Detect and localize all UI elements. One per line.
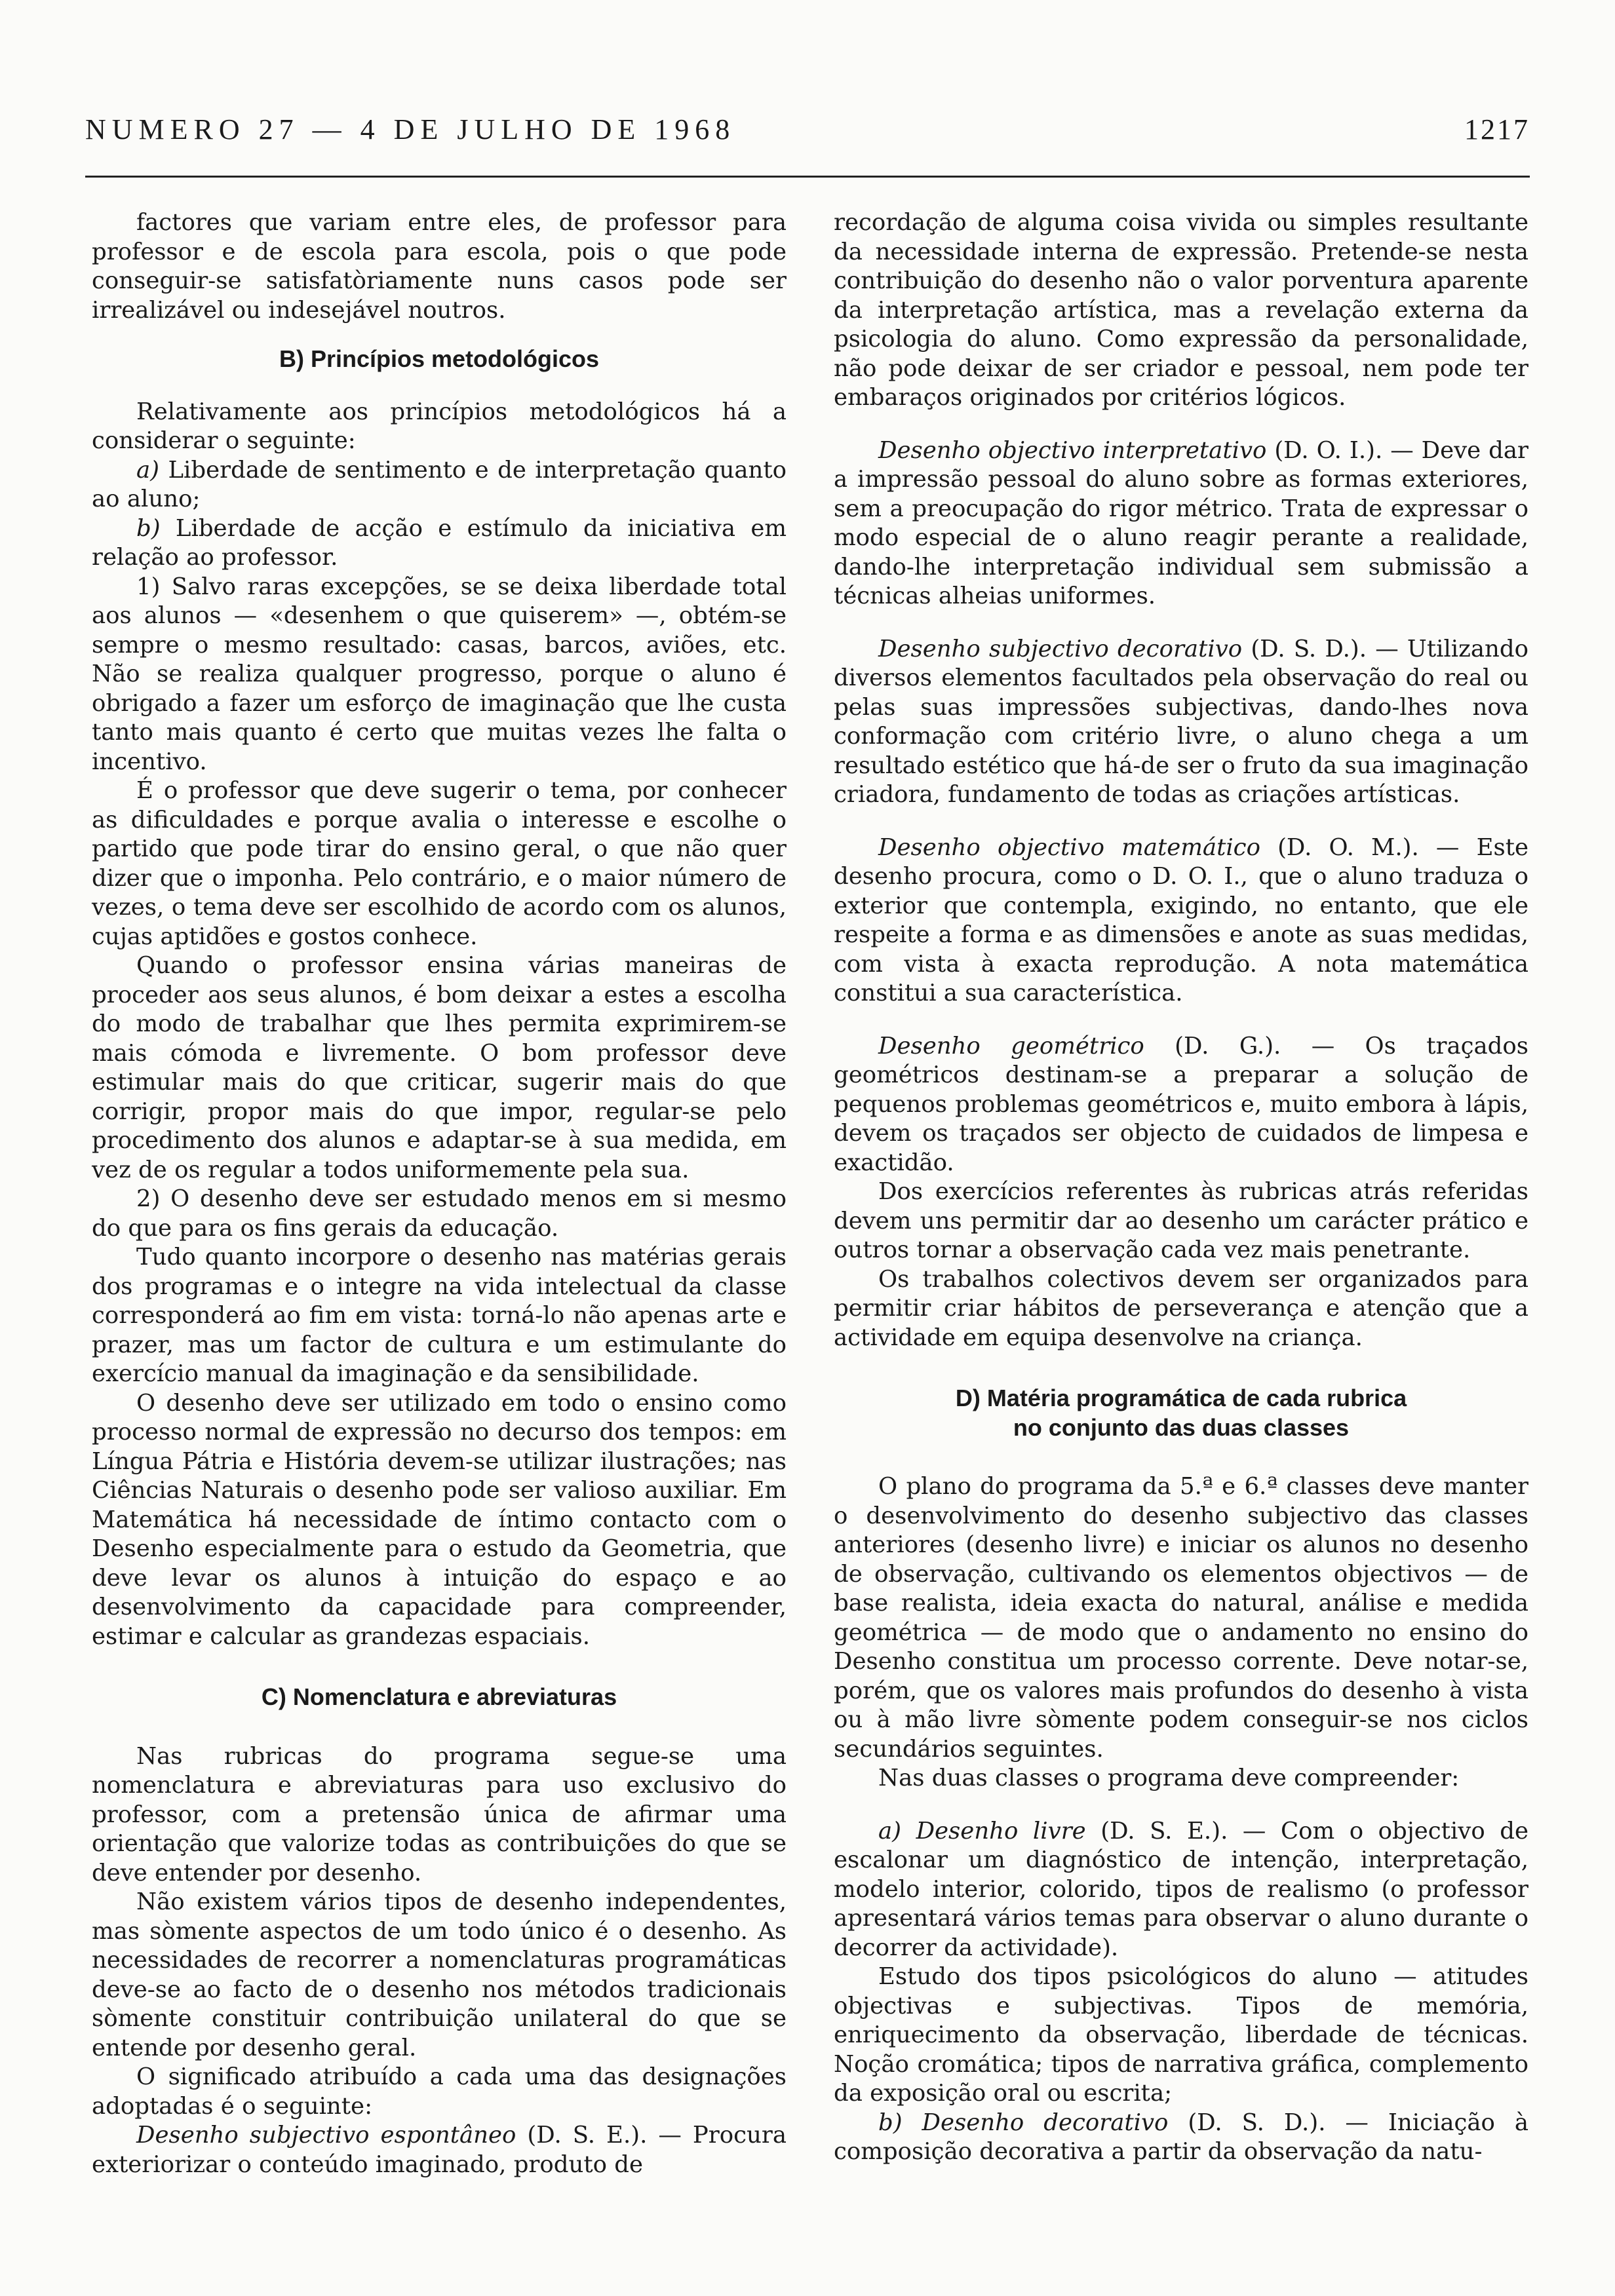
paragraph: O plano do programa da 5.ª e 6.ª classes deve manter o desenvolvimento do desenho subjectivo das classes anteriores (desenho livre) e iniciar os alunos no desenho de observação, cultivando os elementos objectivos — de base realista, ideia exacta do natural, análise e medida geométrica — de modo que o andamento no ensino do Desenho constitua um processo corrente. Deve notar-se, porém, que os valores mais profundos do desenho à vista ou à mão livre sòmente podem conseguir-se nos ciclos secundários seguintes. (834, 1473, 1528, 1763)
section-heading-c: C) Nomenclatura e abreviaturas (261, 1683, 617, 1710)
term-label: b) Desenho decorativo (878, 2109, 1169, 2136)
paragraph: Não existem vários tipos de desenho independentes, mas sòmente aspectos de um todo único é o desenho. As necessidades de recorrer a nomenclaturas programáticas deve-se ao facto de o desenho nos métodos tradicionais sòmente constituir contribuição unilateral do que se entende por desenho geral. (92, 1888, 787, 2061)
term-text: (D. O. I.). — Deve dar a impressão pessoal do aluno sobre as formas exteriores, sem a preocupação do rigor métrico. Trata de expressar o modo especial de o aluno reagir perante a realidade, dando-lhe interpretação individual sem submissão a técnicas alheias uniformes. (834, 436, 1528, 609)
page-number: 1217 (1464, 113, 1530, 145)
term-label: Desenho subjectivo espontâneo (136, 2122, 516, 2149)
definition-item (834, 635, 1528, 810)
term-label: Desenho geométrico (878, 1032, 1144, 1060)
paragraph: Nas duas classes o programa deve compreender: (878, 1765, 1460, 1791)
term-text: (D. O. M.). — Este desenho procura, como o D. O. I., que o aluno traduza o exterior que contempla, exigindo, no entanto, que ele respeite a forma e as dimensões e anote as suas medidas, com vista à exacta reprodução. A nota matemática constitui a sua característica. (834, 833, 1528, 1006)
item-label: a) (136, 456, 160, 484)
paragraph: Dos exercícios referentes às rubricas atrás referidas devem uns permitir dar ao desenho um carácter prático e outros tornar a observação cada vez mais penetrante. (834, 1178, 1528, 1263)
list-item-b (92, 514, 787, 573)
paragraph: 2) O desenho deve ser estudado menos em si mesmo do que para os fins gerais da educação. (92, 1185, 787, 1242)
list-item-a (92, 456, 787, 514)
term-label: Desenho subjectivo decorativo (878, 635, 1243, 662)
header-title: NUMERO 27 — 4 DE JULHO DE 1968 (85, 113, 736, 145)
paragraph: factores que variam entre eles, de professor para professor e de escola para escola, pois o que pode conseguir-se satisfatòriamente nuns casos pode ser irrealizável ou indesejável noutros. (92, 209, 787, 324)
definition-item (834, 1817, 1528, 1963)
paragraph: O desenho deve ser utilizado em todo o ensino como processo normal de expressão no decurso dos tempos: em Língua Pátria e História devem-se utilizar ilustrações; nas Ciências Naturais o desenho pode ser valioso auxiliar. Em Matemática há necessidade de íntimo contacto com o Desenho especialmente para o estudo da Geometria, que deve levar os alunos à intuição do espaço e ao desenvolvimento da capacidade para compreender, estimar e calcular as grandezas espaciais. (92, 1389, 787, 1650)
paragraph: Nas rubricas do programa segue-se uma nomenclatura e abreviaturas para uso exclusivo do professor, com a pretensão única de afirmar uma orientação que valorize todas as contribuições do que se deve entender por desenho. (92, 1742, 787, 1886)
left-column (92, 208, 787, 2179)
item-text: Liberdade de sentimento e de interpretação quanto ao aluno; (92, 456, 787, 512)
term-text: (D. S. D.). — Iniciação à composição decorativa a partir da observação da natu- (834, 2109, 1528, 2165)
paragraph: O significado atribuído a cada uma das designações adoptadas é o seguinte: (92, 2063, 787, 2120)
definition-item (834, 1032, 1528, 1178)
term-label: a) Desenho livre (878, 1817, 1086, 1845)
definition-item (834, 2109, 1528, 2167)
page-header (85, 113, 1530, 152)
section-heading-line: no conjunto das duas classes (1013, 1413, 1350, 1441)
paragraph: Tudo quanto incorpore o desenho nas matérias gerais dos programas e o integre na vida intelectual da classe corresponderá ao fim em vista: torná-lo não apenas arte e prazer, mas um factor de cultura e um estimulante do exercício manual da imaginação e da sensibilidade. (92, 1244, 787, 1387)
definition-item (92, 2121, 787, 2179)
section-heading-line: D) Matéria programática de cada rubrica (955, 1385, 1407, 1411)
paragraph: Relativamente aos princípios metodológicos há a considerar o seguinte: (92, 398, 787, 454)
term-text: (D. S. E.). — Procura exteriorizar o conteúdo imaginado, produto de (92, 2122, 787, 2178)
term-label: Desenho objectivo matemático (878, 833, 1260, 861)
term-label: Desenho objectivo interpretativo (878, 436, 1267, 464)
item-label: b) (136, 514, 161, 542)
definition-item (834, 436, 1528, 611)
right-column (834, 208, 1528, 2167)
paragraph: Os trabalhos colectivos devem ser organizados para permitir criar hábitos de perseverança e atenção que a actividade em equipa desenvolve na criança. (834, 1265, 1528, 1351)
term-text: (D. S. E.). — Com o objectivo de escalonar um diagnóstico de intenção, interpretação, modelo interior, colorido, tipos de realismo (o professor apresentará vários temas para observar o aluno durante o decorrer da actividade). (834, 1817, 1528, 1961)
paragraph: recordação de alguma coisa vivida ou simples resultante da necessidade interna de expressão. Pretende-se nesta contribuição do desenho não o valor porventura aparente da interpretação artística, mas a revelação externa da psicologia do aluno. Como expressão da personalidade, não pode deixar de ser criador e pessoal, nem pode ter embaraços originados por critérios lógicos. (834, 209, 1528, 411)
term-text: (D. G.). — Os traçados geométricos destinam-se a preparar a solução de pequenos problemas geométricos e, muito embora à lápis, devem os traçados ser objecto de cuidados de limpesa e exactidão. (834, 1032, 1528, 1176)
header-rule (85, 176, 1530, 178)
paragraph: É o professor que deve sugerir o tema, por conhecer as dificuldades e porque avalia o interesse e escolhe o partido que pode tirar do ensino geral, o que não quer dizer que o imponha. Pelo contrário, e o maior número de vezes, o tema deve ser escolhido de acordo com os alunos, cujas aptidões e gostos conhece. (92, 777, 787, 950)
term-text: (D. S. D.). — Utilizando diversos elementos facultados pela observação do real ou pelas suas impressões subjectivas, dando-lhes nova conformação com critério livre, o aluno chega a um resultado estético que há-de ser o fruto da sua imaginação criadora, fundamento de todas as criações artísticas. (834, 635, 1528, 808)
section-heading-d (834, 1384, 1528, 1442)
section-heading-b: B) Princípios metodológicos (279, 345, 600, 372)
definition-item (834, 833, 1528, 1008)
item-text: Liberdade de acção e estímulo da iniciativa em relação ao professor. (92, 514, 787, 571)
paragraph: Estudo dos tipos psicológicos do aluno — atitudes objectivas e subjectivas. Tipos de memória, enriquecimento da observação, liberdade de técnicas. Noção cromática; tipos de narrativa gráfica, complemento da exposição oral ou escrita; (834, 1963, 1528, 2107)
paragraph: 1) Salvo raras excepções, se se deixa liberdade total aos alunos — «desenhem o que quiserem» —, obtém-se sempre o mesmo resultado: casas, barcos, aviões, etc. Não se realiza qualquer progresso, porque o aluno é obrigado a fazer um esforço de imaginação que lhe custa tanto mais quanto é certo que muitas vezes lhe falta o incentivo. (92, 573, 787, 775)
paragraph: Quando o professor ensina várias maneiras de proceder aos seus alunos, é bom deixar a estes a escolha do modo de trabalhar que lhes permita exprimirem-se mais cómoda e livremente. O bom professor deve estimular mais do que criticar, sugerir mais do que corrigir, propor mais do que impor, regular-se pelo procedimento dos alunos e adaptar-se à sua medida, em vez de os regular a todos uniformemente pela sua. (92, 952, 787, 1183)
